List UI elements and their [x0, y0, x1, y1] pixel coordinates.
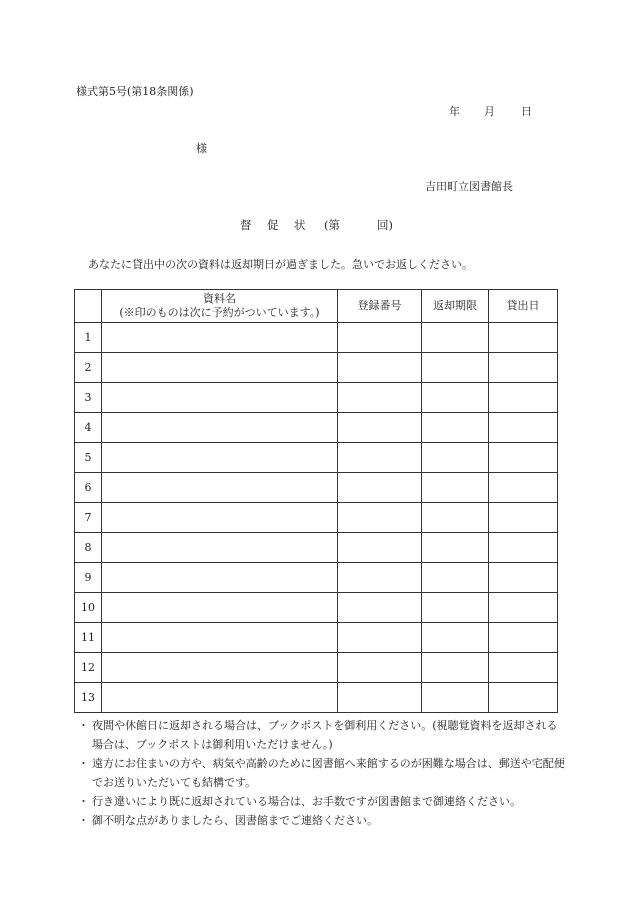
material-name-cell [102, 653, 338, 683]
material-name-cell [102, 443, 338, 473]
table-row [75, 683, 558, 713]
loan-date-cell [489, 653, 558, 683]
row-number-cell: 11 [75, 623, 102, 653]
note-item [78, 792, 568, 811]
loan-date-cell [489, 623, 558, 653]
loan-date-header: 貸出日 [489, 290, 558, 323]
material-name-cell [102, 413, 338, 443]
table-row [75, 413, 558, 443]
table-row [75, 443, 558, 473]
due-date-cell [422, 503, 489, 533]
table-row [75, 533, 558, 563]
bullet-marker: ・ [78, 795, 89, 808]
registration-number-cell [338, 563, 422, 593]
note-text: 御不明な点がありましたら、図書館までご連絡ください。 [92, 814, 378, 827]
table-header-row [75, 290, 558, 323]
due-date-cell [422, 653, 489, 683]
loan-date-cell [489, 413, 558, 443]
material-name-header [102, 290, 338, 323]
registration-number-cell [338, 683, 422, 713]
document-title-char-1: 督 [240, 218, 252, 232]
bullet-marker: ・ [78, 719, 89, 732]
loan-date-cell [489, 443, 558, 473]
row-number-cell: 1 [75, 323, 102, 353]
registration-number-cell [338, 503, 422, 533]
row-number-cell: 9 [75, 563, 102, 593]
material-name-cell [102, 473, 338, 503]
intro-text: あなたに貸出中の次の資料は返却期日が過ぎました。急いでお返しください。 [88, 258, 473, 271]
reservation-note: (※印のものは次に予約がついています。) [119, 306, 320, 319]
row-number-cell: 6 [75, 473, 102, 503]
due-date-cell [422, 563, 489, 593]
row-number-cell: 7 [75, 503, 102, 533]
row-number-cell: 10 [75, 593, 102, 623]
due-date-cell [422, 593, 489, 623]
note-item [78, 716, 568, 754]
due-date-cell [422, 443, 489, 473]
row-number-cell: 8 [75, 533, 102, 563]
registration-number-cell [338, 413, 422, 443]
document-title-char-2: 促 [267, 218, 279, 232]
registration-number-cell [338, 323, 422, 353]
date-year-label: 年 [449, 105, 460, 118]
due-date-cell [422, 623, 489, 653]
table-row [75, 593, 558, 623]
registration-number-cell [338, 383, 422, 413]
due-date-cell [422, 413, 489, 443]
registration-number-cell [338, 623, 422, 653]
loan-date-cell [489, 563, 558, 593]
row-number-cell: 12 [75, 653, 102, 683]
due-date-cell [422, 473, 489, 503]
registration-number-cell [338, 653, 422, 683]
registration-number-cell [338, 443, 422, 473]
material-name-cell [102, 683, 338, 713]
due-date-header: 返却期限 [422, 290, 489, 323]
notes-list [78, 716, 568, 830]
loan-date-cell [489, 593, 558, 623]
due-date-cell [422, 323, 489, 353]
row-number-cell: 4 [75, 413, 102, 443]
material-name-cell [102, 593, 338, 623]
row-number-cell: 2 [75, 353, 102, 383]
due-date-cell [422, 533, 489, 563]
note-item [78, 754, 568, 792]
note-text: 行き違いにより既に返却されている場合は、お手数ですが図書館まで御連絡ください。 [92, 795, 521, 808]
loan-date-cell [489, 323, 558, 353]
due-date-cell [422, 683, 489, 713]
notice-count-close: 回) [377, 218, 393, 232]
sender-name: 吉田町立図書館長 [425, 180, 513, 193]
form-number: 様式第5号(第18条関係) [76, 85, 194, 98]
table-row [75, 563, 558, 593]
bullet-marker: ・ [78, 814, 89, 827]
material-name-cell [102, 623, 338, 653]
table-row [75, 323, 558, 353]
loan-date-cell [489, 383, 558, 413]
recipient-honorific: 様 [196, 142, 207, 155]
material-name-cell [102, 353, 338, 383]
note-text: 夜間や休館日に返却される場合は、ブックポストを御利用ください。(視聴覚資料を返却される場合は、ブックポストは御利用いただけません。) [92, 719, 558, 751]
table-row [75, 653, 558, 683]
table-row [75, 623, 558, 653]
note-text: 遠方にお住まいの方や、病気や高齢のために図書館へ来館するのが困難な場合は、郵送や宅配便でお送りいただいても結構です。 [92, 757, 565, 789]
material-name-cell [102, 323, 338, 353]
row-number-header [75, 290, 102, 323]
loan-date-cell [489, 533, 558, 563]
registration-number-cell [338, 353, 422, 383]
row-number-cell: 3 [75, 383, 102, 413]
due-date-cell [422, 353, 489, 383]
registration-number-header: 登録番号 [338, 290, 422, 323]
due-date-cell [422, 383, 489, 413]
registration-number-cell [338, 473, 422, 503]
registration-number-cell [338, 593, 422, 623]
table-row [75, 353, 558, 383]
loan-date-cell [489, 683, 558, 713]
date-month-label: 月 [484, 105, 495, 118]
date-day-label: 日 [521, 105, 532, 118]
table-row [75, 383, 558, 413]
registration-number-cell [338, 533, 422, 563]
notice-count-open: (第 [324, 218, 340, 232]
material-name-label: 資料名 [203, 292, 236, 305]
material-name-cell [102, 563, 338, 593]
document-title-char-3: 状 [294, 218, 306, 232]
table-row [75, 473, 558, 503]
row-number-cell: 13 [75, 683, 102, 713]
note-item [78, 811, 568, 830]
loan-date-cell [489, 353, 558, 383]
row-number-cell: 5 [75, 443, 102, 473]
bullet-marker: ・ [78, 757, 89, 770]
material-name-cell [102, 383, 338, 413]
loan-date-cell [489, 503, 558, 533]
overdue-materials-table [74, 289, 558, 713]
material-name-cell [102, 503, 338, 533]
loan-date-cell [489, 473, 558, 503]
table-row [75, 503, 558, 533]
material-name-cell [102, 533, 338, 563]
